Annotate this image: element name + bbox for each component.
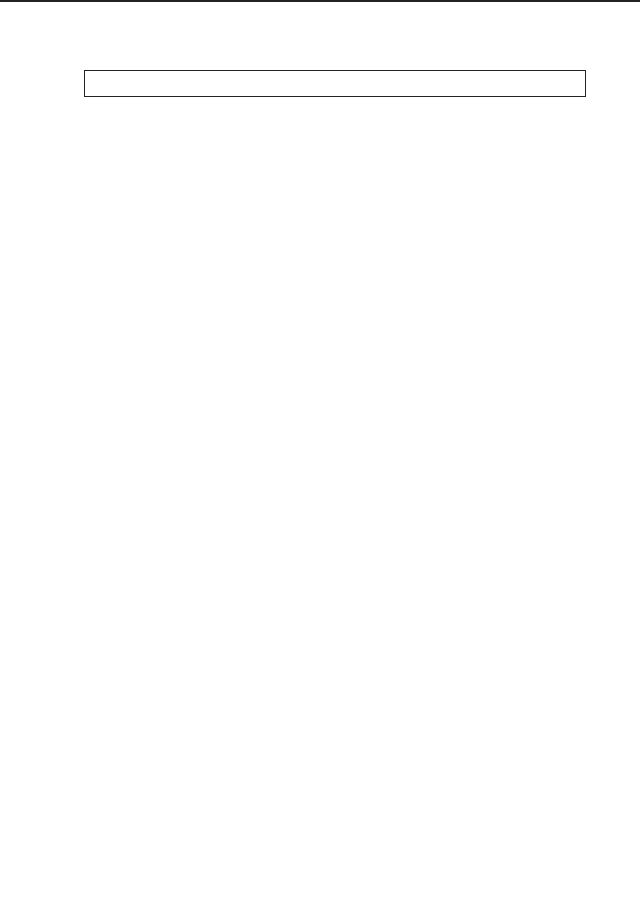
top-border-line [0, 0, 640, 2]
table-section [85, 71, 586, 97]
section-header-row [85, 71, 586, 97]
materials-table [84, 70, 586, 97]
formula [120, 680, 320, 740]
section-title [85, 71, 586, 97]
